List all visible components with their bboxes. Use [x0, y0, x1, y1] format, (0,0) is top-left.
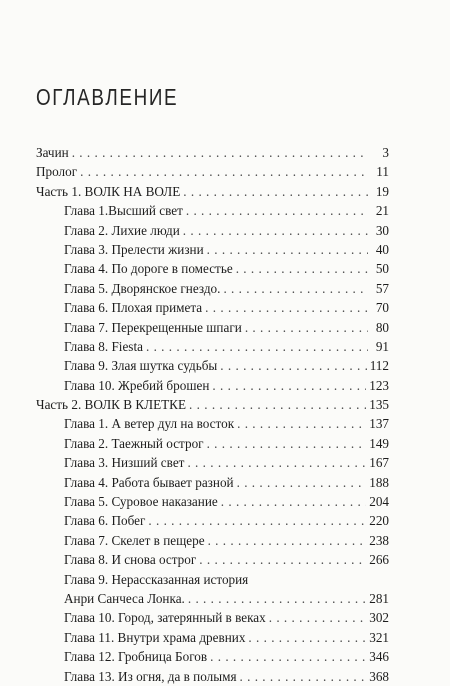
- toc-entry-page-number: 21: [375, 203, 389, 219]
- toc-entry: [36, 628, 389, 647]
- dot-leader: [221, 492, 366, 511]
- toc-entry-page-number: 188: [369, 474, 389, 490]
- toc-entry: [36, 162, 389, 181]
- toc-entry: [36, 570, 389, 589]
- toc-entry-page-number: 112: [369, 358, 389, 374]
- toc-entry-page-number: 40: [375, 241, 389, 257]
- toc-entry-label: Глава 10. Город, затерянный в веках: [64, 610, 266, 626]
- toc-entry-page-number: 204: [369, 494, 389, 510]
- toc-entry: [36, 589, 389, 608]
- toc-entry-label: Часть 2. ВОЛК В КЛЕТКЕ: [36, 397, 187, 413]
- dot-leader: [186, 201, 368, 220]
- toc-entry: [36, 492, 389, 511]
- dot-leader: [148, 511, 366, 530]
- toc-entry: [36, 453, 389, 472]
- toc-entry-label: Часть 1. ВОЛК НА ВОЛЕ: [36, 183, 181, 199]
- toc-entry-page-number: 220: [369, 513, 389, 529]
- toc-entry-label: Глава 12. Гробница Богов: [64, 649, 208, 665]
- table-of-contents: [36, 143, 389, 686]
- dot-leader: [240, 667, 367, 686]
- toc-entry-label: Глава 8. И снова острог: [64, 552, 197, 568]
- toc-entry-label: Глава 3. Прелести жизни: [64, 241, 204, 257]
- toc-entry-label: Глава 6. Плохая примета: [64, 300, 203, 316]
- toc-entry-page-number: 266: [369, 552, 389, 568]
- dot-leader: [72, 143, 368, 162]
- toc-entry: [36, 647, 389, 666]
- toc-entry: [36, 434, 389, 453]
- dot-leader: [199, 550, 366, 569]
- dot-leader: [207, 434, 367, 453]
- toc-entry-page-number: 91: [375, 338, 389, 354]
- toc-entry-label: Глава 3. Низший свет: [64, 455, 185, 471]
- toc-entry-label: Глава 7. Перекрещенные шпаги: [64, 319, 242, 335]
- toc-entry: [36, 395, 389, 414]
- toc-entry-page-number: 238: [369, 532, 389, 548]
- toc-entry: [36, 608, 389, 627]
- toc-entry-label: Глава 8. Fiesta: [64, 338, 143, 354]
- toc-entry-page-number: 281: [369, 590, 389, 606]
- toc-entry-page-number: 80: [375, 319, 389, 335]
- dot-leader: [205, 298, 368, 317]
- toc-entry: [36, 473, 389, 492]
- toc-entry-page-number: 30: [375, 222, 389, 238]
- dot-leader: [207, 240, 368, 259]
- dot-leader: [269, 608, 366, 627]
- toc-entry-label: Глава 4. Работа бывает разной: [64, 474, 234, 490]
- dot-leader: [208, 531, 367, 550]
- toc-entry-label: Глава 11. Внутри храма древних: [64, 629, 246, 645]
- toc-entry-page-number: 137: [369, 416, 389, 432]
- toc-entry: [36, 240, 389, 259]
- toc-entry: [36, 182, 389, 201]
- toc-entry-label: Глава 2. Таежный острог: [64, 435, 204, 451]
- dot-leader: [210, 647, 366, 666]
- toc-entry: [36, 221, 389, 240]
- toc-entry-label: Глава 6. Побег: [64, 513, 146, 529]
- toc-entry-label: Глава 13. Из огня, да в полымя: [64, 668, 237, 684]
- dot-leader: [212, 376, 366, 395]
- toc-entry: [36, 201, 389, 220]
- toc-entry-page-number: 346: [369, 649, 389, 665]
- toc-entry: [36, 143, 389, 162]
- toc-entry-label: Глава 4. По дороге в поместье: [64, 261, 233, 277]
- toc-title: ОГЛАВЛЕНИЕ: [36, 84, 179, 110]
- toc-entry: [36, 414, 389, 433]
- dot-leader: [187, 453, 366, 472]
- toc-entry-label: Глава 5. Суровое наказание: [64, 494, 218, 510]
- toc-entry-label: Глава 10. Жребий брошен: [64, 377, 210, 393]
- dot-leader: [237, 473, 367, 492]
- toc-entry-page-number: 11: [376, 164, 389, 180]
- toc-entry-label: Глава 7. Скелет в пещере: [64, 532, 205, 548]
- dot-leader: [223, 279, 368, 298]
- toc-entry-page-number: 135: [369, 397, 389, 413]
- dot-leader: [183, 182, 368, 201]
- toc-entry-page-number: 123: [369, 377, 389, 393]
- toc-entry-label: Глава 2. Лихие люди: [64, 222, 180, 238]
- toc-entry: [36, 298, 389, 317]
- dot-leader: [248, 628, 366, 647]
- toc-entry-label: Глава 1.Высший свет: [64, 203, 183, 219]
- toc-entry: [36, 376, 389, 395]
- toc-entry-page-number: 19: [375, 183, 389, 199]
- toc-entry-label: Зачин: [36, 145, 69, 160]
- dot-leader: [188, 589, 366, 608]
- toc-entry-page-number: 57: [375, 280, 389, 296]
- toc-entry-page-number: 368: [369, 668, 389, 684]
- toc-entry-label: Глава 9. Злая шутка судьбы: [64, 358, 218, 374]
- toc-entry-page-number: 321: [369, 629, 389, 645]
- toc-entry-page-number: 302: [369, 610, 389, 626]
- toc-entry: [36, 337, 389, 356]
- toc-entry: [36, 259, 389, 278]
- toc-entry-label: Глава 9. Нерассказанная история: [64, 571, 249, 587]
- toc-entry-label: Пролог: [36, 164, 78, 180]
- toc-entry: [36, 318, 389, 337]
- toc-entry-page-number: 70: [375, 300, 389, 316]
- toc-entry: [36, 279, 389, 298]
- toc-entry-page-number: 3: [382, 145, 389, 160]
- dot-leader: [146, 337, 368, 356]
- dot-leader: [236, 259, 368, 278]
- toc-entry-label: Глава 1. А ветер дул на восток: [64, 416, 235, 432]
- toc-entry: [36, 667, 389, 686]
- toc-entry-label: Анри Санчеса Лонка.: [64, 590, 185, 606]
- dot-leader: [220, 356, 366, 375]
- dot-leader: [80, 162, 368, 181]
- toc-entry: [36, 531, 389, 550]
- toc-entry-page-number: 167: [369, 455, 389, 471]
- dot-leader: [189, 395, 366, 414]
- toc-entry-page-number: 50: [375, 261, 389, 277]
- toc-entry: [36, 511, 389, 530]
- dot-leader: [183, 221, 368, 240]
- toc-entry: [36, 356, 389, 375]
- dot-leader: [237, 414, 366, 433]
- toc-entry: [36, 550, 389, 569]
- dot-leader: [245, 318, 368, 337]
- toc-entry-page-number: 149: [369, 435, 389, 451]
- toc-entry-label: Глава 5. Дворянское гнездо.: [64, 280, 221, 296]
